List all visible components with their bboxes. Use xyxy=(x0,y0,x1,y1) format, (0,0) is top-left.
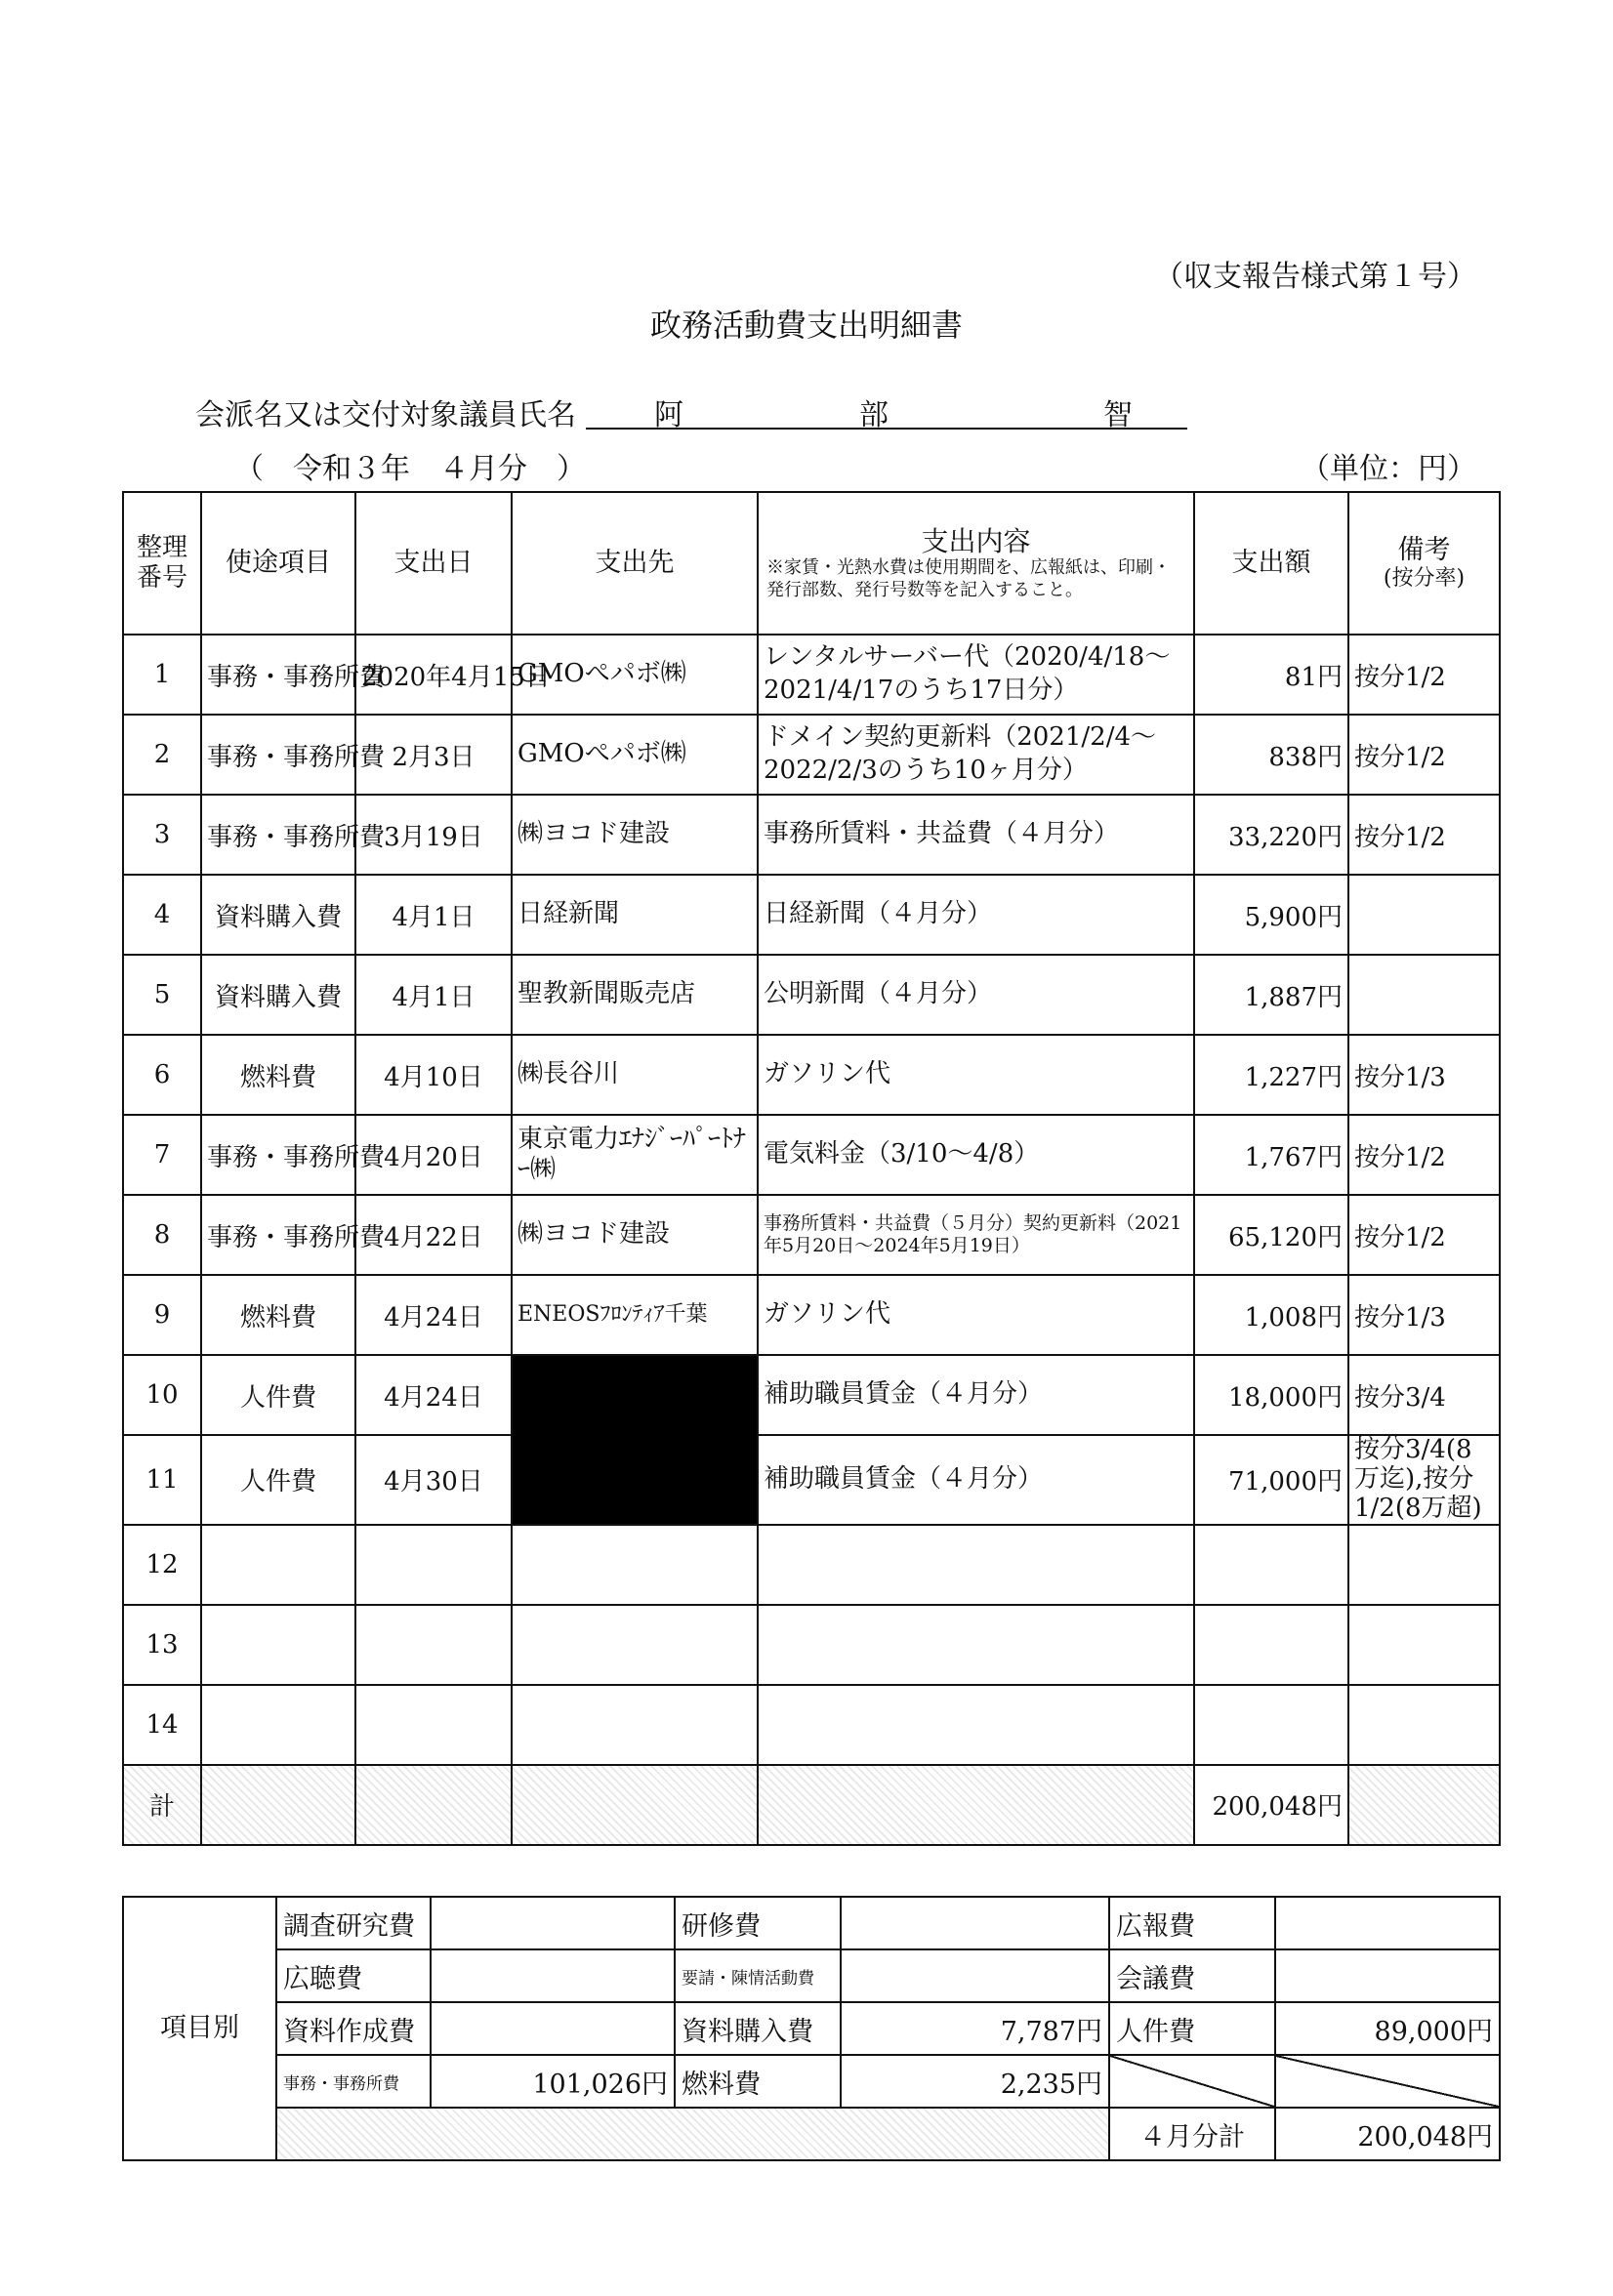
table-row xyxy=(123,1195,1500,1275)
row-number: 3 xyxy=(123,795,201,875)
row-date xyxy=(355,1605,512,1685)
category-hearing-label: 広聴費 xyxy=(276,1949,431,2002)
row-date: 4月30日 xyxy=(355,1435,512,1525)
category-row xyxy=(123,1897,1500,1949)
header-date: 支出日 xyxy=(355,492,512,635)
row-amount: 1,887円 xyxy=(1194,955,1348,1035)
row-content: ガソリン代 xyxy=(758,1035,1194,1115)
shaded-cell xyxy=(512,1765,758,1845)
table-row xyxy=(123,1355,1500,1435)
category-personnel-label: 人件費 xyxy=(1109,2002,1275,2055)
header-remarks-title: 備考 xyxy=(1397,534,1451,565)
row-remarks xyxy=(1348,1525,1500,1605)
member-name xyxy=(586,389,1187,430)
redacted-payee xyxy=(512,1355,758,1525)
row-purpose: 人件費 xyxy=(201,1355,355,1435)
shaded-cell xyxy=(1348,1765,1500,1845)
row-payee xyxy=(512,1605,758,1685)
row-number: 4 xyxy=(123,875,201,955)
row-remarks: 按分1/3 xyxy=(1348,1275,1500,1355)
row-amount: 18,000円 xyxy=(1194,1355,1348,1435)
row-content xyxy=(758,1605,1194,1685)
category-petition-value xyxy=(841,1949,1109,2002)
member-name-char: 阿 xyxy=(654,398,683,432)
category-petition-label: 要請・陳情活動費 xyxy=(675,1949,841,2002)
row-amount: 1,008円 xyxy=(1194,1275,1348,1355)
row-content: レンタルサーバー代（2020/4/18～2021/4/17のうち17日分） xyxy=(758,635,1194,715)
row-date: 4月22日 xyxy=(355,1195,512,1275)
category-materials-prep-label: 資料作成費 xyxy=(276,2002,431,2055)
row-payee: 東京電力ｴﾅｼﾞｰﾊﾟｰﾄﾅｰ㈱ xyxy=(512,1115,758,1195)
total-amount: 200,048円 xyxy=(1194,1765,1348,1845)
row-date xyxy=(355,1685,512,1765)
row-content: 日経新聞（４月分） xyxy=(758,875,1194,955)
header-purpose: 使途項目 xyxy=(201,492,355,635)
row-purpose: 燃料費 xyxy=(201,1035,355,1115)
row-content xyxy=(758,1685,1194,1765)
row-purpose xyxy=(201,1685,355,1765)
category-materials-purchase-label: 資料購入費 xyxy=(675,2002,841,2055)
month-total-value: 200,048円 xyxy=(1275,2108,1500,2160)
row-purpose: 事務・事務所費 xyxy=(201,1115,355,1195)
category-hearing-value xyxy=(431,1949,675,2002)
row-payee: ENEOSﾌﾛﾝﾃｨｱ千葉 xyxy=(512,1275,758,1355)
row-purpose xyxy=(201,1525,355,1605)
row-purpose xyxy=(201,1605,355,1685)
category-meeting-value xyxy=(1275,1949,1500,2002)
table-header-row xyxy=(123,492,1500,635)
member-label: 会派名又は交付対象議員氏名 xyxy=(195,398,576,432)
category-research-value xyxy=(431,1897,675,1949)
category-office-value: 101,026円 xyxy=(431,2055,675,2108)
row-purpose: 事務・事務所費 xyxy=(201,715,355,795)
row-remarks: 按分3/4 xyxy=(1348,1355,1500,1435)
row-amount: 65,120円 xyxy=(1194,1195,1348,1275)
row-amount: 1,767円 xyxy=(1194,1115,1348,1195)
header-amount: 支出額 xyxy=(1194,492,1348,635)
row-amount: 71,000円 xyxy=(1194,1435,1348,1525)
row-content: 公明新聞（４月分） xyxy=(758,955,1194,1035)
row-number: 9 xyxy=(123,1275,201,1355)
row-content: 電気料金（3/10～4/8） xyxy=(758,1115,1194,1195)
row-date: 4月10日 xyxy=(355,1035,512,1115)
row-content: 補助職員賃金（４月分） xyxy=(758,1355,1194,1435)
header-payee: 支出先 xyxy=(512,492,758,635)
table-row xyxy=(123,1115,1500,1195)
row-amount: 5,900円 xyxy=(1194,875,1348,955)
row-amount: 838円 xyxy=(1194,715,1348,795)
header-remarks-sub: (按分率) xyxy=(1383,566,1466,591)
member-name-char: 智 xyxy=(1103,398,1133,432)
row-date: 4月1日 xyxy=(355,875,512,955)
category-row xyxy=(123,2055,1500,2108)
category-personnel-value: 89,000円 xyxy=(1275,2002,1500,2055)
row-amount xyxy=(1194,1605,1348,1685)
row-number: 11 xyxy=(123,1435,201,1525)
table-row xyxy=(123,715,1500,795)
table-row xyxy=(123,1525,1500,1605)
row-remarks: 按分1/2 xyxy=(1348,1115,1500,1195)
category-office-label: 事務・事務所費 xyxy=(276,2055,431,2108)
category-row xyxy=(123,1949,1500,2002)
row-amount: 33,220円 xyxy=(1194,795,1348,875)
shaded-cell xyxy=(758,1765,1194,1845)
header-number: 整理番号 xyxy=(123,492,201,635)
row-remarks xyxy=(1348,1605,1500,1685)
category-materials-prep-value xyxy=(431,2002,675,2055)
header-remarks xyxy=(1348,492,1500,635)
row-amount xyxy=(1194,1525,1348,1605)
document-title: 政務活動費支出明細書 xyxy=(649,307,963,344)
shaded-cell xyxy=(276,2108,1109,2160)
row-number: 8 xyxy=(123,1195,201,1275)
category-publicity-value xyxy=(1275,1897,1500,1949)
row-payee: 聖教新聞販売店 xyxy=(512,955,758,1035)
table-row xyxy=(123,1275,1500,1355)
month-total-label: ４月分計 xyxy=(1109,2108,1275,2160)
row-content xyxy=(758,1525,1194,1605)
row-remarks: 按分1/3 xyxy=(1348,1035,1500,1115)
row-remarks: 按分1/2 xyxy=(1348,715,1500,795)
struck-cell xyxy=(1275,2055,1500,2108)
row-amount xyxy=(1194,1685,1348,1765)
header-content-title: 支出内容 xyxy=(921,524,1031,557)
category-fuel-label: 燃料費 xyxy=(675,2055,841,2108)
row-number: 5 xyxy=(123,955,201,1035)
row-number: 12 xyxy=(123,1525,201,1605)
row-payee: GMOぺパボ㈱ xyxy=(512,715,758,795)
row-payee: 日経新聞 xyxy=(512,875,758,955)
table-row xyxy=(123,795,1500,875)
header-content-note: ※家賃・光熱水費は使用期間を、広報紙は、印刷・発行部数、発行号数等を記入すること。 xyxy=(766,557,1171,600)
category-row xyxy=(123,2002,1500,2055)
row-payee: ㈱ヨコド建設 xyxy=(512,1195,758,1275)
row-remarks: 按分1/2 xyxy=(1348,635,1500,715)
row-purpose: 事務・事務所費 xyxy=(201,1195,355,1275)
table-row xyxy=(123,1605,1500,1685)
category-publicity-label: 広報費 xyxy=(1109,1897,1275,1949)
header-content xyxy=(758,492,1194,635)
row-remarks xyxy=(1348,1685,1500,1765)
expense-table xyxy=(122,491,1501,1846)
category-meeting-label: 会議費 xyxy=(1109,1949,1275,2002)
row-amount: 1,227円 xyxy=(1194,1035,1348,1115)
struck-cell xyxy=(1109,2055,1275,2108)
shaded-cell xyxy=(201,1765,355,1845)
row-remarks: 按分1/2 xyxy=(1348,1195,1500,1275)
row-purpose: 事務・事務所費 xyxy=(201,635,355,715)
row-amount: 81円 xyxy=(1194,635,1348,715)
category-research-label: 調査研究費 xyxy=(276,1897,431,1949)
total-label: 計 xyxy=(123,1765,201,1845)
row-purpose: 資料購入費 xyxy=(201,955,355,1035)
row-purpose: 事務・事務所費 xyxy=(201,795,355,875)
table-row xyxy=(123,1435,1500,1525)
category-training-label: 研修費 xyxy=(675,1897,841,1949)
table-row xyxy=(123,1035,1500,1115)
row-date: 2月3日 xyxy=(355,715,512,795)
row-payee: ㈱ヨコド建設 xyxy=(512,795,758,875)
row-purpose: 人件費 xyxy=(201,1435,355,1525)
row-purpose: 燃料費 xyxy=(201,1275,355,1355)
category-materials-purchase-value: 7,787円 xyxy=(841,2002,1109,2055)
shaded-cell xyxy=(355,1765,512,1845)
row-purpose: 資料購入費 xyxy=(201,875,355,955)
row-content: 事務所賃料・共益費（５月分）契約更新料（2021年5月20日～2024年5月19日） xyxy=(758,1195,1194,1275)
row-number: 13 xyxy=(123,1605,201,1685)
category-side-label: 項目別 xyxy=(123,1897,276,2160)
row-remarks: 按分1/2 xyxy=(1348,795,1500,875)
row-date: 4月20日 xyxy=(355,1115,512,1195)
report-period: （ 令和３年 ４月分 ） xyxy=(234,452,586,486)
table-row xyxy=(123,1685,1500,1765)
category-row xyxy=(123,2108,1500,2160)
row-number: 1 xyxy=(123,635,201,715)
row-date: 2020年4月15日 xyxy=(355,635,512,715)
total-row xyxy=(123,1765,1500,1845)
row-number: 6 xyxy=(123,1035,201,1115)
row-content: ドメイン契約更新料（2021/2/4～2022/2/3のうち10ヶ月分） xyxy=(758,715,1194,795)
row-remarks xyxy=(1348,875,1500,955)
form-number: （収支報告様式第１号） xyxy=(1154,260,1476,294)
row-number: 10 xyxy=(123,1355,201,1435)
row-date: 4月1日 xyxy=(355,955,512,1035)
row-date: 4月24日 xyxy=(355,1275,512,1355)
row-content: 事務所賃料・共益費（４月分） xyxy=(758,795,1194,875)
row-payee: ㈱長谷川 xyxy=(512,1035,758,1115)
row-number: 14 xyxy=(123,1685,201,1765)
table-row xyxy=(123,635,1500,715)
table-row xyxy=(123,875,1500,955)
table-row xyxy=(123,955,1500,1035)
row-remarks: 按分3/4(8万迄),按分1/2(8万超) xyxy=(1348,1435,1500,1525)
member-name-char: 部 xyxy=(859,398,889,432)
row-content: ガソリン代 xyxy=(758,1275,1194,1355)
row-remarks xyxy=(1348,955,1500,1035)
row-payee xyxy=(512,1525,758,1605)
row-number: 2 xyxy=(123,715,201,795)
row-date: 4月24日 xyxy=(355,1355,512,1435)
unit-label: （単位：円） xyxy=(1301,452,1476,486)
row-date: 3月19日 xyxy=(355,795,512,875)
row-payee: GMOぺパボ㈱ xyxy=(512,635,758,715)
row-date xyxy=(355,1525,512,1605)
category-table xyxy=(122,1896,1501,2161)
row-content: 補助職員賃金（４月分） xyxy=(758,1435,1194,1525)
row-payee xyxy=(512,1685,758,1765)
category-training-value xyxy=(841,1897,1109,1949)
row-number: 7 xyxy=(123,1115,201,1195)
category-fuel-value: 2,235円 xyxy=(841,2055,1109,2108)
